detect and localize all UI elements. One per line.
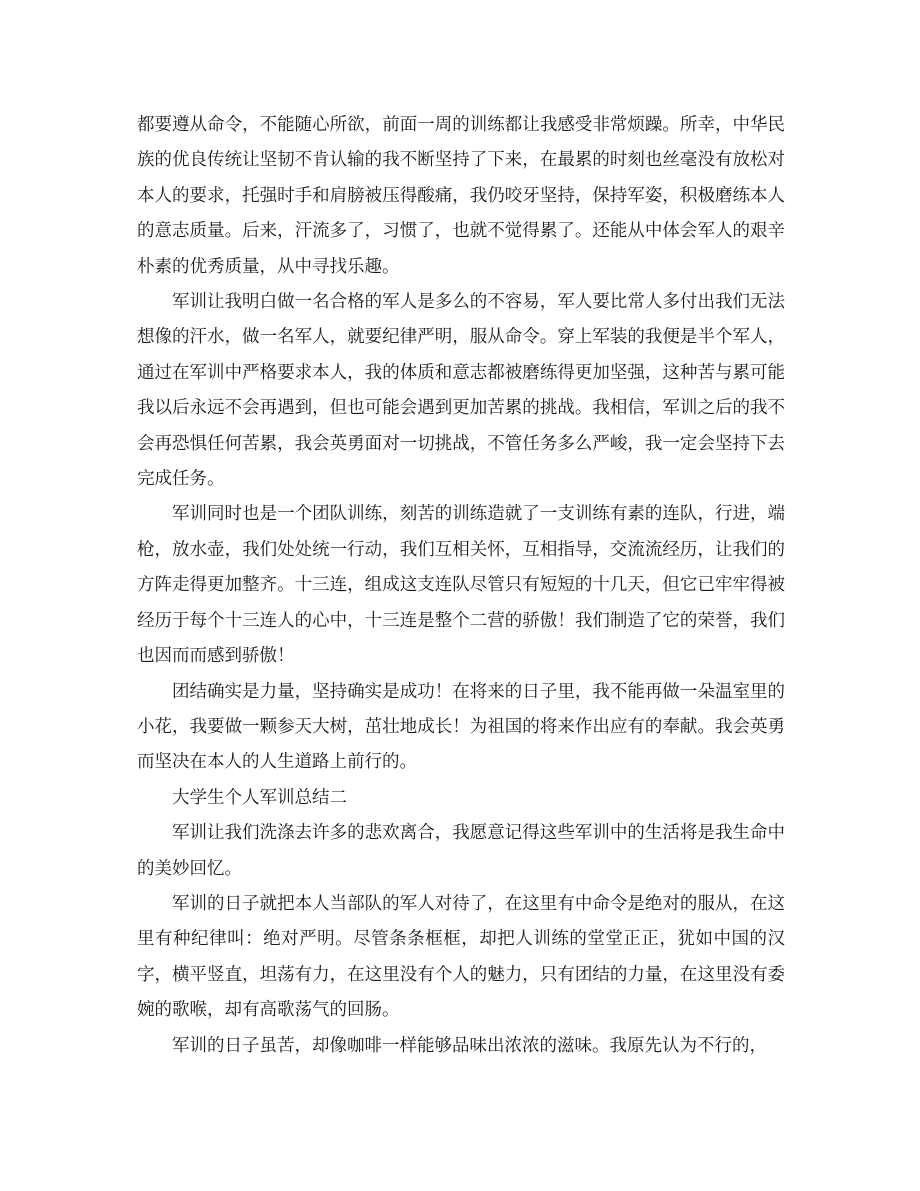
section-heading: 大学生个人军训总结二 — [172, 787, 347, 808]
paragraph-4: 团结确实是力量，坚持确实是成功！在将来的日子里，我不能再做一朵温室里的小花，我要做一颗参天大树，茁壮地成长！为祖国的将来作出应有的奉献。我会英勇而坚决在本人的人生道路上前行的。 — [137, 681, 785, 773]
paragraph-1: 都要遵从命令，不能随心所欲，前面一周的训练都让我感受非常烦躁。所幸，中华民族的优良传统让坚韧不肯认输的我不断坚持了下来，在最累的时刻也丝毫没有放松对本人的要求，托强时手和肩膀被压得酸痛，我仍咬牙坚持，保持军姿，积极磨练本人的意志质量。后来，汗流多了，习惯了，也就不觉得累了。还能从中体会军人的艰辛朴素的优秀质量，从中寻找乐趣。 — [137, 115, 785, 277]
paragraph-3: 军训同时也是一个团队训练，刻苦的训练造就了一支训练有素的连队，行进，端枪，放水壶，我们处处统一行动，我们互相关怀，互相指导，交流流经历，让我们的方阵走得更加整齐。十三连，组成这支连队尽管只有短短的十几天，但它已牢牢得被经历于每个十三连人的心中，十三连是整个二营的骄傲！我们制造了它的荣誉，我们也因而而感到骄傲！ — [137, 504, 785, 667]
document-body — [137, 108, 785, 1064]
paragraph-5: 军训让我们洗涤去许多的悲欢离合，我愿意记得这些军训中的生活将是我生命中的美妙回忆。 — [137, 823, 785, 879]
paragraph-6: 军训的日子就把本人当部队的军人对待了，在这里有中命令是绝对的服从，在这里有种纪律叫：绝对严明。尽管条条框框，却把人训练的堂堂正正，犹如中国的汉字，横平竖直，坦荡有力，在这里没有个人的魅力，只有团结的力量，在这里没有委婉的歌喉，却有高歌荡气的回肠。 — [137, 893, 785, 1021]
paragraph-7: 军训的日子虽苦，却像咖啡一样能够品味出浓浓的滋味。我原先认为不行的， — [172, 1035, 767, 1056]
paragraph-2: 军训让我明白做一名合格的军人是多么的不容易，军人要比常人多付出我们无法想像的汗水，做一名军人，就要纪律严明，服从命令。穿上军装的我便是半个军人，通过在军训中严格要求本人，我的体质和意志都被磨练得更加坚强，这种苦与累可能我以后永远不会再遇到，但也可能会遇到更加苦累的挑战。我相信，军训之后的我不会再恐惧任何苦累，我会英勇面对一切挑战，不管任务多么严峻，我一定会坚持下去完成任务。 — [137, 292, 785, 490]
